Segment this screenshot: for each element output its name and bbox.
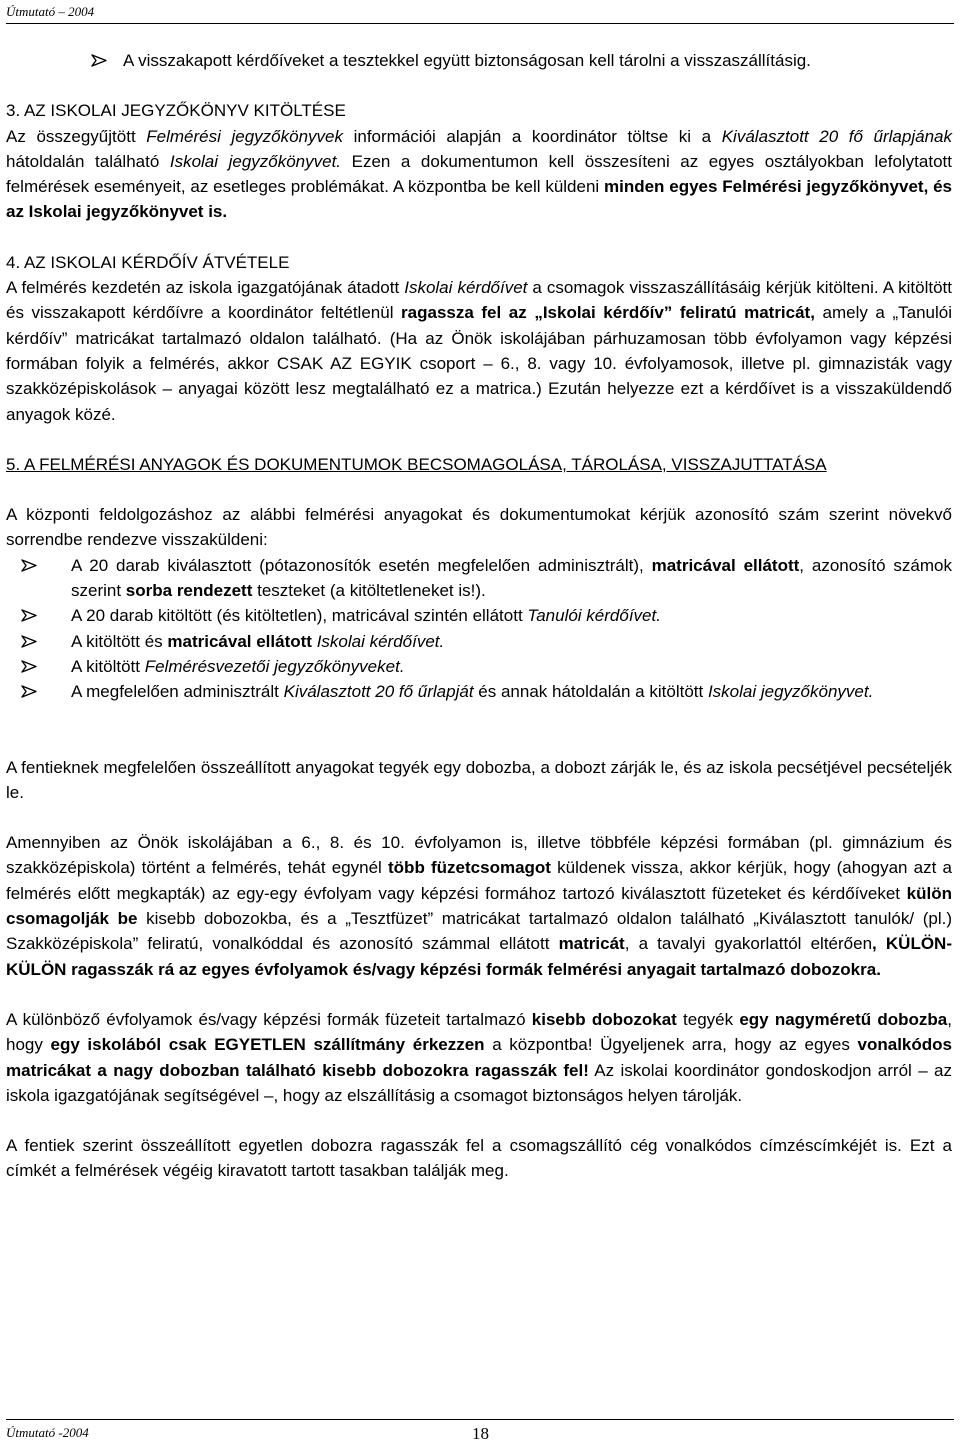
list-item: A 20 darab kitöltött (és kitöltetlen), matricával szintén ellátott Tanulói kérdőívet. bbox=[6, 603, 952, 628]
section-3-heading: 3. AZ ISKOLAI JEGYZŐKÖNYV KITÖLTÉSE bbox=[6, 101, 346, 121]
arrow-bullet-icon bbox=[21, 629, 61, 654]
footer-title: Útmutató -2004 bbox=[6, 1425, 89, 1440]
shipping-label-paragraph: A fentiek szerint összeállított egyetlen dobozra ragasszák fel a csomagszállító cég vonalkódos címzéscímkéjét is. Ezt a címkét a felmérések végéig kiravatott tartott tasakban találják meg. bbox=[6, 1136, 952, 1181]
list-item: A visszakapott kérdőíveket a tesztekkel együtt biztonságosan kell tárolni a visszaszállításig. bbox=[6, 48, 952, 73]
section-3-paragraph: Az összegyűjtött Felmérési jegyzőkönyvek információi alapján a koordinátor töltse ki a Kiválasztott 20 fő űrlapjának hátoldalán található Iskolai jegyzőkönyvet. Ezen a dokumentumon kell összesíteni az egyes osztályokban lefolytatott felmérések eseményeit, az esetleges problémákat. A központba be kell küldeni minden egyes Felmérési jegyzőkönyvet, és az Iskolai jegyzőkönyvet is. bbox=[6, 126, 953, 222]
arrow-bullet-icon bbox=[21, 654, 61, 679]
arrow-bullet-icon bbox=[21, 679, 61, 704]
arrow-bullet-icon bbox=[91, 48, 131, 73]
section-4-heading: 4. AZ ISKOLAI KÉRDŐÍV ÁTVÉTELE bbox=[6, 252, 290, 272]
packing-paragraph: A fentieknek megfelelően összeállított anyagokat tegyék egy dobozba, a dobozt zárják le, és az iskola pecsétjével pecsételjék le. bbox=[6, 757, 952, 802]
section-5-intro: A központi feldolgozáshoz az alábbi felmérési anyagokat és dokumentumokat kérjük azonosító szám szerint növekvő sorrendbe rendezve visszaküldeni: bbox=[6, 505, 952, 550]
header-title: Útmutató – 2004 bbox=[6, 4, 95, 19]
section-5-heading: 5. A FELMÉRÉSI ANYAGOK ÉS DOKUMENTUMOK BECSOMAGOLÁSA, TÁROLÁSA, VISSZAJUTTATÁSA bbox=[6, 454, 827, 474]
multi-grade-paragraph: Amennyiben az Önök iskolájában a 6., 8. és 10. évfolyamon is, illetve többféle képzési formában (pl. gimnázium és szakközépiskola) történt a felmérés, tehát egynél több füzetcsomagot küldenek vissza, akkor kérjük, hogy (ahogyan azt a felmérés előtt megkapták) az egy-egy évfolyam vagy képzési formához tartozó kiválasztott füzeteket és kérdőíveket külön csomagolják be kisebb dobozokba, és a „Tesztfüzet” matricákat tartalmazó oldalon található „Kiválasztott tanulók/ (pl.) Szakközépiskola” feliratú, vonalkóddal és azonosító számmal ellátott matricát, a tavalyi gyakorlattól eltérően, KÜLÖN-KÜLÖN ragasszák rá az egyes évfolyamok és/vagy képzési formák felmérési anyagait tartalmazó dobozokra. bbox=[6, 833, 952, 979]
page-content bbox=[6, 48, 952, 1184]
section-4-paragraph: A felmérés kezdetén az iskola igazgatójának átadott Iskolai kérdőívet a csomagok visszaszállításáig kérjük kitölteni. A kitöltött és visszakapott kérdőívre a koordinátor feltétlenül ragassza fel az „Iskolai kérdőív” feliratú matricát, amely a „Tanulói kérdőív” matricákat tartalmazó oldalon található. (Ha az Önök iskolájában párhuzamosan több évfolyamon vagy képzési formában folyik a felmérés, akkor CSAK AZ EGYIK csoport – 6., 8. vagy 10. évfolyamosok, illetve pl. gimnazisták vagy szakközépiskolások – anyagai között lesz megtalálható ez a matrica.) Ezután helyezze ezt a kérdőívet is a visszaküldendő anyagok közé. bbox=[6, 278, 952, 424]
running-header bbox=[6, 3, 954, 24]
page-number: 18 bbox=[472, 1424, 489, 1443]
arrow-bullet-icon bbox=[21, 603, 61, 628]
list-item: A kitöltött és matricával ellátott Iskolai kérdőívet. bbox=[6, 629, 952, 654]
materials-list bbox=[6, 553, 952, 705]
arrow-bullet-icon bbox=[21, 553, 61, 578]
small-boxes-paragraph: A különböző évfolyamok és/vagy képzési formák füzeteit tartalmazó kisebb dobozokat tegyék egy nagyméretű dobozba, hogy egy iskolából csak EGYETLEN szállítmány érkezzen a központba! Ügyeljenek arra, hogy az egyes vonalkódos matricákat a nagy dobozban található kisebb dobozokra ragasszák fel! Az iskolai koordinátor gondoskodjon arról – az iskola igazgatójának segítségével –, hogy az elszállításig a csomagot biztonságos helyen tárolják. bbox=[6, 1009, 952, 1105]
top-bullet-list bbox=[6, 48, 952, 73]
list-item: A kitöltött Felmérésvezetői jegyzőkönyveket. bbox=[6, 654, 952, 679]
list-item: A megfelelően adminisztrált Kiválasztott 20 fő űrlapját és annak hátoldalán a kitöltött Iskolai jegyzőkönyvet. bbox=[6, 679, 952, 704]
running-footer bbox=[6, 1419, 954, 1444]
list-item: A 20 darab kiválasztott (pótazonosítók esetén megfelelően adminisztrált), matricával ellátott, azonosító számok szerint sorba rendezett teszteket (a kitöltetleneket is!). bbox=[6, 553, 952, 604]
